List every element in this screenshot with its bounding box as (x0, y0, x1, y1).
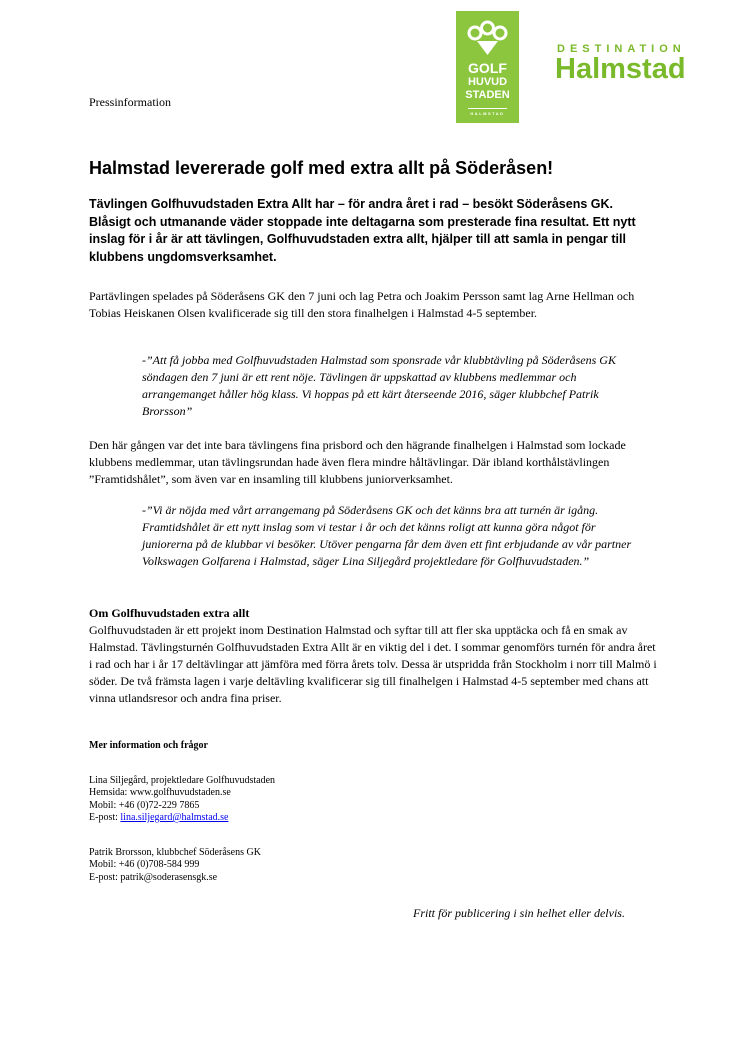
destination-label: DESTINATION (557, 43, 686, 55)
quote-1: -”Att få jobba med Golfhuvudstaden Halmstad som sponsrade vår klubbtävling på Söderåsens GK söndagen den 7 juni är ett rent nöje. Tävlingen är uppskattad av klubbens medlemmar och arrangemanget håller hög klass. Vi hoppas på ett kärt återseende 2016, säger klubbchef Patrik Brorsson” (142, 353, 616, 418)
contact-1-name: Lina Siljegård, projektledare Golfhuvudstaden (89, 775, 276, 786)
contact-2-email: E-post: patrik@soderasensgk.se (89, 871, 218, 883)
paragraph-1: Partävlingen spelades på Söderåsens GK den 7 juni och lag Petra och Joakim Persson samt lag Arne Hellman och Tobias Heiskanen Olsen kvalificerade sig till den stora finalhelgen i Halmstad 4-5 september. (89, 289, 635, 320)
article-title: Halmstad levererade golf med extra allt på Söderåsen! (89, 158, 554, 178)
contact-1-web: Hemsida: www.golfhuvudstaden.se (89, 787, 231, 799)
contact-block-2 (89, 847, 261, 884)
flower-icon (456, 11, 519, 61)
press-label: Pressinformation (89, 95, 171, 109)
quote-2: -”Vi är nöjda med vårt arrangemang på Söderåsens GK och det känns bra att turnén är igång. Framtidshålet är ett nytt inslag som vi testar i år och det känns roligt att kunna göra något för juniorerna på de klubbar vi besöker. Utöver pengarna får dem även ett fint erbjudande av vår partner Volkswagen Golfarena i Halmstad, säger Lina Siljegård projektledare för Golfhuvudstaden.” (142, 503, 632, 568)
logo-staden-text: STADEN (465, 89, 510, 101)
logo-golf-text: GOLF (468, 60, 507, 76)
golfhuvudstaden-logo (456, 11, 519, 123)
article-lead: Tävlingen Golfhuvudstaden Extra Allt har – för andra året i rad – besökt Söderåsens GK. Blåsigt och utmanande väder stoppade inte deltagarna som presterade fina resultat. Ett nytt inslag för i år är att tävlingen, Golfhuvudstaden extra allt, hjälper till att samla in pengar till klubbens ungdomsverksamhet. (89, 197, 636, 265)
paragraph-2: Den här gången var det inte bara tävlingens fina prisbord och den hägrande finalhelgen i Halmstad som lockade klubbens medlemmar, utan tävlingsrundan hade även flera mindre håltävlingar. Där ibland korthålstävlingen ”Framtidshålet”, som även var en insamling till klubbens juniorverksamhet. (89, 438, 626, 486)
about-paragraph: Golfhuvudstaden är ett projekt inom Destination Halmstad och syftar till att fler ska upptäcka och få en smak av Halmstad. Tävlingsturnén Golfhuvudstaden Extra Allt är en viktig del i det. I sommar genomförs turnén för andra året i rad och har i år 17 deltävlingar att jämföra med förra årets tolv. Dessa är utspridda från Stockholm i norr till Malmö i söder. De två främsta lagen i varje deltävling kvalificerar sig till finalhelgen i Halmstad 4-5 september med chans att vinna utlandsresor och andra fina priser. (89, 623, 657, 705)
contact-1-phone: Mobil: +46 (0)72-229 7865 (89, 799, 200, 811)
contact-heading: Mer information och frågor (89, 740, 208, 751)
contact-1-email-row (89, 812, 275, 824)
contact-block-1 (89, 775, 275, 824)
contact-2-phone: Mobil: +46 (0)708-584 999 (89, 859, 200, 871)
contact-2-name: Patrik Brorsson, klubbchef Söderåsens GK (89, 847, 261, 858)
contact-1-email-label: E-post: (89, 811, 121, 823)
destination-halmstad-logo: Halmstad (555, 53, 686, 85)
logo-divider (468, 108, 507, 109)
logo-huvud-text: HUVUD (467, 76, 508, 88)
contact-1-email-link[interactable]: lina.siljegard@halmstad.se (120, 811, 229, 823)
logo-halmstad-text: HALMSTAD (470, 111, 505, 116)
about-heading: Om Golfhuvudstaden extra allt (89, 606, 250, 620)
publication-note: Fritt för publicering i sin helhet eller delvis. (413, 906, 625, 920)
